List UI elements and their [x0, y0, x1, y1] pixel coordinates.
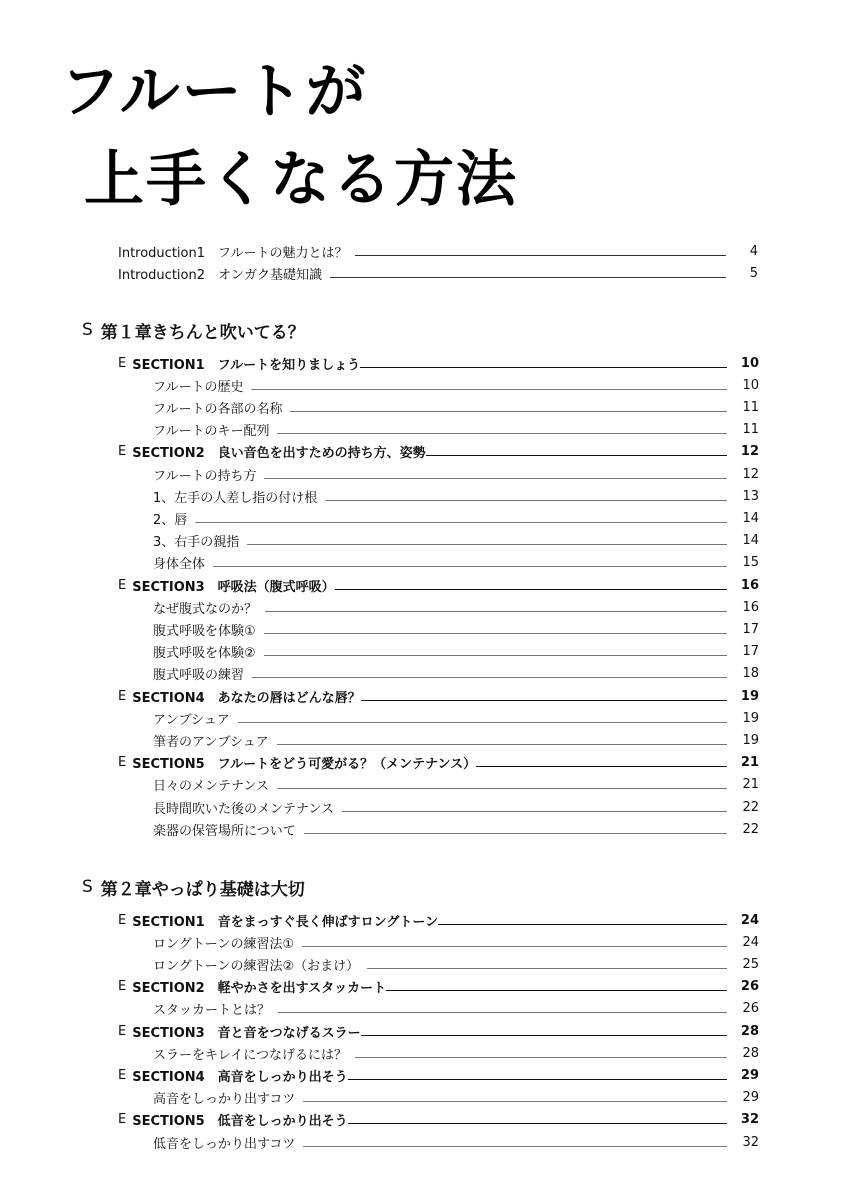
toc-item-entry — [153, 774, 759, 796]
leader-line — [355, 255, 726, 256]
chapter-heading — [82, 317, 305, 343]
page-number: 25 — [742, 956, 759, 972]
leader-line — [361, 700, 727, 701]
toc-section-entry — [118, 1020, 759, 1042]
page-number: 32 — [740, 1112, 759, 1128]
page-number: 28 — [742, 1045, 759, 1061]
page-number: 24 — [740, 912, 759, 928]
toc-entry-label: フルートの持ち方 — [153, 468, 257, 484]
toc-entry-label: アンブシュア — [153, 712, 230, 728]
leader-line — [360, 367, 727, 368]
toc-item-entry — [153, 419, 759, 441]
toc-entry-label: SECTION3 音と音をつなげるスラー — [132, 1025, 361, 1041]
toc-entry-label: SECTION1 音をまっすぐ長く伸ばすロングトーン — [132, 914, 439, 930]
leader-line — [264, 478, 727, 479]
toc-entry-label: SECTION4 高音をしっかり出そう — [132, 1069, 348, 1085]
toc-entry-label: 1、左手の人差し指の付け根 — [153, 490, 318, 506]
toc-entry-label: 長時間吹いた後のメンテナンス — [153, 801, 334, 817]
chapter-title: きちんと吹いてる？ — [151, 322, 305, 343]
page-number: 19 — [742, 710, 759, 726]
toc-item-entry — [153, 463, 759, 485]
leader-line — [438, 924, 727, 925]
page-number: 10 — [740, 355, 759, 371]
leader-line — [426, 455, 727, 456]
toc-entry-label: 高音をしっかり出すコツ — [153, 1092, 296, 1108]
page-number: 29 — [742, 1090, 759, 1106]
toc-item-entry — [153, 1042, 759, 1064]
section-marker: E — [118, 444, 127, 460]
toc-entry-label: Introduction2 オンガク基礎知識 — [118, 267, 322, 283]
toc-item-entry — [153, 618, 759, 640]
toc-entry-label: SECTION3 呼吸法（腹式呼吸） — [132, 579, 335, 595]
toc-entry-label: SECTION5 低音をしっかり出そう — [132, 1114, 348, 1130]
toc-entry-label: SECTION2 良い音色を出すための持ち方、姿勢 — [132, 446, 426, 462]
toc-section-entry — [118, 574, 759, 596]
leader-line — [247, 544, 727, 545]
toc-item-entry — [153, 953, 759, 975]
leader-line — [251, 389, 727, 390]
chapter-title: やっぱり基礎は大切 — [151, 879, 305, 900]
toc-item-entry — [153, 998, 759, 1020]
toc-section-entry — [118, 976, 759, 998]
toc-item-entry — [153, 796, 759, 818]
toc-entry-label: Introduction1 フルートの魅力とは？ — [118, 245, 348, 261]
toc-entry-label: 日々のメンテナンス — [153, 779, 269, 795]
page-number: 32 — [742, 1134, 759, 1150]
toc-entry-label: SECTION1 フルートを知りましょう — [132, 357, 361, 373]
leader-line — [361, 1035, 727, 1036]
toc-item-entry — [153, 663, 759, 685]
page-number: 17 — [742, 621, 759, 637]
leader-line — [290, 411, 727, 412]
toc-entry-label: 腹式呼吸の練習 — [153, 668, 245, 684]
page-number: 16 — [740, 577, 759, 593]
leader-line — [302, 946, 727, 947]
leader-line — [277, 433, 727, 434]
toc-intro-entry — [118, 262, 758, 284]
section-marker: E — [118, 1112, 127, 1128]
toc-entry-label: フルートのキー配列 — [153, 424, 270, 440]
toc-entry-label: 身体全体 — [153, 557, 206, 573]
toc-entry-label: なぜ腹式なのか？ — [153, 601, 258, 617]
leader-line — [213, 566, 727, 567]
toc-item-entry — [153, 507, 759, 529]
toc-item-entry — [153, 1131, 759, 1153]
leader-line — [325, 500, 727, 501]
leader-line — [195, 522, 727, 523]
toc-section-entry — [118, 352, 759, 374]
page-number: 24 — [742, 934, 759, 950]
toc-item-entry — [153, 485, 759, 507]
toc-entry-label: フルートの各部の名称 — [153, 401, 283, 417]
leader-line — [277, 744, 727, 745]
leader-line — [265, 611, 727, 612]
leader-line — [264, 655, 727, 656]
leader-line — [335, 589, 727, 590]
page-number: 19 — [742, 732, 759, 748]
chapter-heading — [82, 874, 305, 900]
page-number: 16 — [742, 599, 759, 615]
toc-entry-label: 低音をしっかり出すコツ — [153, 1136, 296, 1152]
toc-item-entry — [153, 818, 759, 840]
section-marker: E — [118, 1023, 127, 1039]
leader-line — [476, 766, 727, 767]
page-number: 12 — [742, 466, 759, 482]
leader-line — [304, 833, 727, 834]
toc-item-entry — [153, 374, 759, 396]
toc-item-entry — [153, 931, 759, 953]
title-line-2: 上手くなる方法 — [84, 145, 518, 215]
page-number: 4 — [749, 243, 758, 259]
chapter-number: 第１章 — [100, 322, 152, 343]
leader-line — [264, 633, 727, 634]
toc-item-entry — [153, 396, 759, 418]
leader-line — [252, 677, 727, 678]
toc-entry-label: フルートの歴史 — [153, 379, 244, 395]
page-number: 11 — [742, 422, 759, 438]
toc-item-entry — [153, 1087, 759, 1109]
toc-entry-label: SECTION4 あなたの唇はどんな唇？ — [132, 690, 361, 706]
toc-item-entry — [153, 552, 759, 574]
leader-line — [303, 1101, 727, 1102]
page-number: 14 — [742, 533, 759, 549]
toc-entry-label: SECTION2 軽やかさを出すスタッカート — [132, 981, 387, 997]
page-number: 11 — [742, 399, 759, 415]
toc-item-entry — [153, 729, 759, 751]
page-number: 26 — [740, 979, 759, 995]
page-number: 15 — [742, 555, 759, 571]
toc-item-entry — [153, 596, 759, 618]
page-number: 22 — [742, 821, 759, 837]
toc-section-entry — [118, 441, 759, 463]
page-number: 17 — [742, 644, 759, 660]
section-marker: E — [118, 1067, 127, 1083]
title-line-1: フルートが — [60, 57, 368, 127]
leader-line — [386, 990, 727, 991]
chapter-marker: S — [82, 320, 93, 340]
toc-entry-label: 腹式呼吸を体験① — [153, 623, 256, 639]
page-number: 14 — [742, 510, 759, 526]
toc-section-entry — [118, 1109, 759, 1131]
toc-entry-label: ロングトーンの練習法① — [153, 936, 295, 952]
section-marker: E — [118, 577, 127, 593]
toc-item-entry — [153, 530, 759, 552]
toc-entry-label: 腹式呼吸を体験② — [153, 646, 256, 662]
toc-entry-label: SECTION5 フルートをどう可愛がる？（メンテナンス） — [132, 757, 477, 773]
toc-intro-entry — [118, 240, 758, 262]
toc-entry-label: ロングトーンの練習法②（おまけ） — [153, 958, 360, 974]
leader-line — [277, 788, 727, 789]
leader-line — [355, 1057, 727, 1058]
toc-entry-label: 2、唇 — [153, 512, 188, 528]
toc-entry-label: 楽器の保管場所について — [153, 823, 296, 839]
section-marker: E — [118, 979, 127, 995]
page-number: 19 — [740, 688, 759, 704]
toc-section-entry — [118, 1064, 759, 1086]
toc-section-entry — [118, 752, 759, 774]
page-number: 13 — [742, 488, 759, 504]
page-number: 29 — [740, 1067, 759, 1083]
page-number: 28 — [740, 1023, 759, 1039]
section-marker: E — [118, 688, 127, 704]
page-number: 10 — [742, 377, 759, 393]
section-marker: E — [118, 912, 127, 928]
leader-line — [342, 811, 727, 812]
toc-entry-label: スタッカートとは？ — [153, 1003, 271, 1019]
leader-line — [303, 1146, 727, 1147]
toc-item-entry — [153, 641, 759, 663]
page-number: 22 — [742, 799, 759, 815]
page-number: 21 — [742, 777, 759, 793]
page-number: 18 — [742, 666, 759, 682]
toc-section-entry — [118, 909, 759, 931]
leader-line — [278, 1012, 727, 1013]
leader-line — [348, 1123, 727, 1124]
leader-line — [367, 968, 727, 969]
leader-line — [238, 722, 727, 723]
page-number: 21 — [740, 755, 759, 771]
chapter-marker: S — [82, 877, 93, 897]
toc-entry-label: スラーをキレイにつなげるには？ — [153, 1047, 347, 1063]
section-marker: E — [118, 755, 127, 771]
leader-line — [348, 1079, 727, 1080]
page-number: 5 — [749, 265, 758, 281]
toc-entry-label: 筆者のアンブシュア — [153, 734, 269, 750]
toc-entry-label: 3、右手の親指 — [153, 535, 240, 551]
page-number: 12 — [740, 444, 759, 460]
toc-section-entry — [118, 685, 759, 707]
chapter-number: 第２章 — [100, 879, 152, 900]
leader-line — [330, 277, 726, 278]
page-number: 26 — [742, 1001, 759, 1017]
section-marker: E — [118, 355, 127, 371]
toc-item-entry — [153, 707, 759, 729]
